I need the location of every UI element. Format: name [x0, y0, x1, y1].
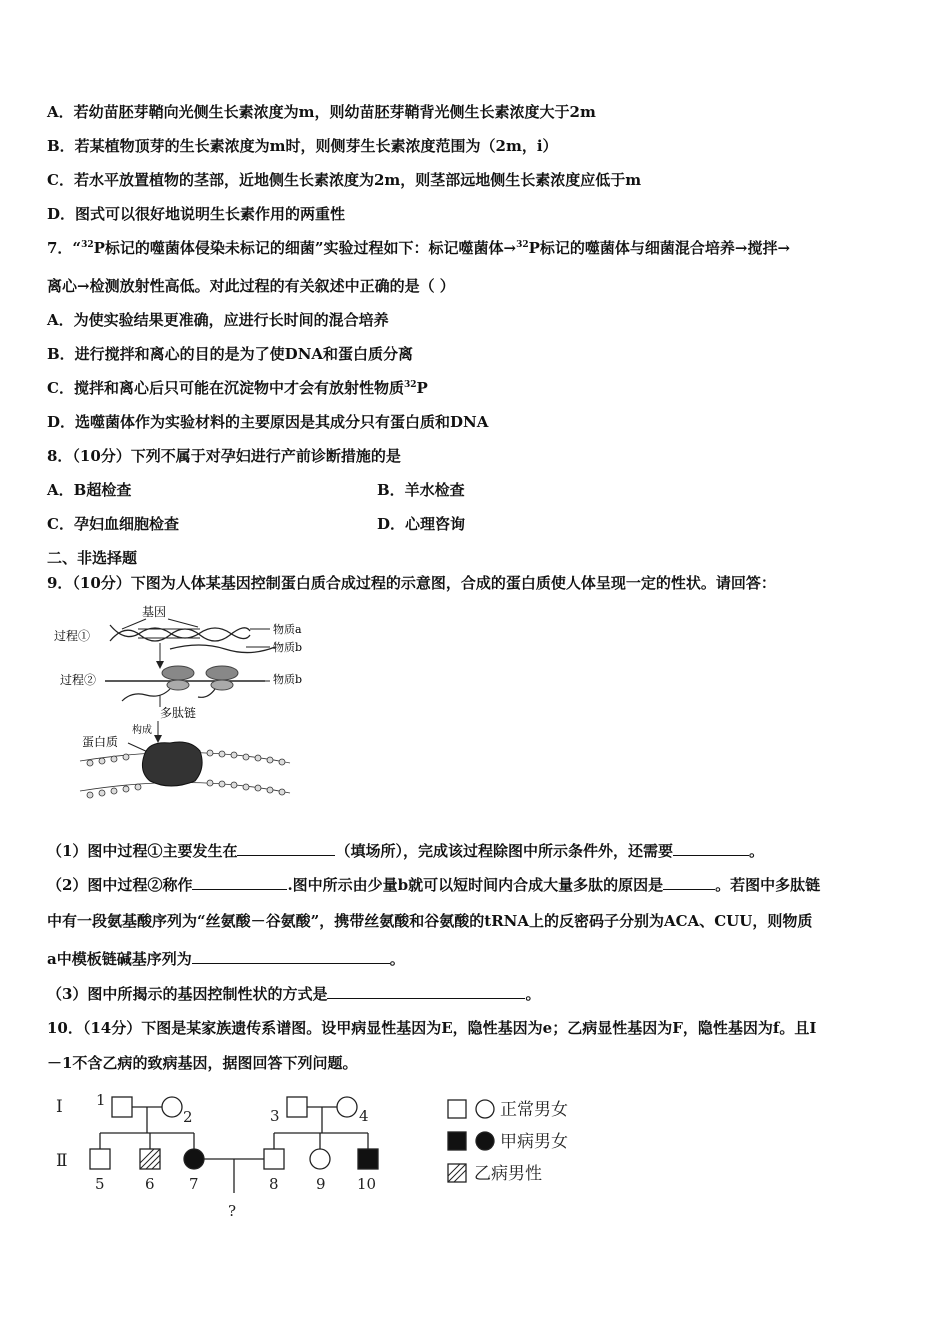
individual-label: 7 — [189, 1175, 199, 1193]
q9-part3 — [47, 984, 540, 1004]
q7-option-d: D．选噬菌体作为实验材料的主要原因是其成分只有蛋白质和DNA — [47, 413, 489, 431]
q9-part2 — [47, 875, 820, 895]
fig-constitutes-label: 构成 — [132, 725, 152, 736]
q9-part2-c: 。若图中多肽链 — [715, 876, 821, 894]
q6-option-c: C．若水平放置植物的茎部，近地侧生长素浓度为2m，则茎部远地侧生长素浓度应低于m — [47, 171, 642, 189]
individual-8-male — [264, 1149, 284, 1169]
answer-blank[interactable] — [673, 841, 749, 856]
q7-option-b: B．进行搅拌和离心的目的是为了使DNA和蛋白质分离 — [47, 345, 414, 363]
q9-part1-b: （填场所），完成该过程除图中所示条件外，还需要 — [335, 842, 673, 860]
q9-part3-b: 。 — [525, 985, 541, 1003]
q8-option-b: B．羊水检查 — [377, 481, 465, 499]
ribosome-1 — [162, 666, 194, 680]
q7-option-a: A．为使实验结果更准确，应进行长时间的混合培养 — [47, 311, 389, 329]
membrane-protein — [142, 742, 202, 786]
answer-blank[interactable] — [192, 875, 287, 890]
q7-stem-post: P标记的噬菌体与细菌混合培养→搅拌→ — [528, 239, 791, 257]
individual-label: 5 — [95, 1175, 105, 1193]
individual-2-female — [162, 1097, 182, 1117]
individual-1-male — [112, 1097, 132, 1117]
q7-stem-pre: 7．“ — [47, 239, 82, 257]
fig-process2-label: 过程② — [60, 673, 97, 687]
mrna-strand — [170, 645, 275, 653]
q9-part2-line3-b: 。 — [389, 950, 405, 968]
individual-3-male — [287, 1097, 307, 1117]
q9-part1 — [47, 841, 764, 861]
individual-7-female-disease-a — [184, 1149, 204, 1169]
individual-label: 10 — [357, 1175, 377, 1193]
q8-option-a: A．B超检查 — [47, 481, 132, 499]
q7-option-c-sup: 32 — [403, 380, 417, 390]
fig-substance-b2-label: 物质b — [273, 673, 303, 686]
q9-part2-line3-a: a中模板链碱基序列为 — [47, 950, 192, 968]
individual-5-male — [90, 1149, 110, 1169]
q9-part3-a: （3）图中所揭示的基因控制性状的方式是 — [47, 985, 328, 1003]
q6-option-d: D．图式可以很好地说明生长素作用的两重性 — [47, 205, 346, 223]
fig-protein-label: 蛋白质 — [82, 735, 119, 749]
individual-9-female — [310, 1149, 330, 1169]
legend-disease-a-label: 甲病男女 — [500, 1132, 568, 1152]
q8-option-c: C．孕妇血细胞检查 — [47, 515, 179, 533]
q6-option-a: A．若幼苗胚芽鞘向光侧生长素浓度为m，则幼苗胚芽鞘背光侧生长素浓度大于2m — [47, 103, 596, 121]
individual-label: 9 — [316, 1175, 326, 1193]
fig-polypeptide-label: 多肽链 — [160, 706, 197, 720]
fig-process1-label: 过程① — [54, 629, 91, 643]
ribosome-2 — [206, 666, 238, 680]
dna-strand-2 — [110, 628, 250, 641]
q7-stem-sup: 32 — [81, 240, 94, 250]
answer-blank[interactable] — [237, 841, 335, 856]
q9-part2-a: （2）图中过程②称作 — [47, 876, 193, 894]
legend-normal-label: 正常男女 — [500, 1100, 568, 1120]
section-heading: 二、非选择题 — [47, 549, 138, 567]
q7-option-c-post: P — [416, 379, 428, 397]
q6-option-b: B．若某植物顶芽的生长素浓度为m时，则侧芽生长素浓度范围为（2m，i） — [47, 137, 558, 155]
individual-label: 4 — [359, 1107, 369, 1125]
fig-substance-a-label: 物质a — [273, 623, 302, 636]
individual-4-female — [337, 1097, 357, 1117]
individual-label: 8 — [269, 1175, 279, 1193]
individual-label: 2 — [183, 1108, 193, 1126]
q9-part2-line2: 中有一段氨基酸序列为“丝氨酸－谷氨酸”，携带丝氨酸和谷氨酸的tRNA上的反密码子分别为ACA、CUU，则物质 — [47, 912, 813, 930]
q9-part1-a: （1）图中过程①主要发生在 — [47, 842, 238, 860]
answer-blank[interactable] — [663, 875, 715, 890]
q10-stem-line2: －1不含乙病的致病基因，据图回答下列问题。 — [47, 1054, 358, 1072]
unknown-offspring-label: ? — [228, 1202, 237, 1220]
q7-option-c-text: C．搅拌和离心后只可能在沉淀物中才会有放射性物质 — [47, 379, 404, 397]
q7-option-c — [47, 378, 428, 398]
q10-stem-line1: 10．（14分）下图是某家族遗传系谱图。设甲病显性基因为E，隐性基因为e；乙病显性基因为F，隐性基因为f。且Ⅰ — [47, 1019, 817, 1037]
answer-blank[interactable] — [327, 984, 525, 999]
q9-part2-line3 — [47, 949, 405, 969]
q7-stem-line1 — [47, 238, 790, 258]
generation-2-label: Ⅱ — [56, 1151, 68, 1171]
q8-option-d: D．心理咨询 — [377, 515, 466, 533]
q8-stem: 8．（10分）下列不属于对孕妇进行产前诊断措施的是 — [47, 447, 401, 465]
q9-part1-c: 。 — [748, 842, 764, 860]
individual-label: 3 — [270, 1107, 280, 1125]
legend-disease-b-label: 乙病男性 — [474, 1164, 542, 1184]
generation-1-label: Ⅰ — [56, 1097, 63, 1117]
fig-substance-b1-label: 物质b — [273, 641, 303, 654]
pedigree-chart — [52, 1088, 592, 1228]
q7-stem-sup2: 32 — [516, 240, 529, 250]
q7-stem-mid: P标记的噬菌体侵染未标记的细菌”实验过程如下：标记噬菌体→ — [93, 239, 517, 257]
q7-stem-line2: 离心→检测放射性高低。对此过程的有关叙述中正确的是（ ） — [47, 277, 455, 295]
gene-expression-figure — [50, 603, 340, 808]
individual-label: 1 — [96, 1091, 106, 1109]
individual-label: 6 — [145, 1175, 155, 1193]
q9-part2-b: .图中所示由少量b就可以短时间内合成大量多肽的原因是 — [287, 876, 664, 894]
individual-10-male-disease-a — [358, 1149, 378, 1169]
q9-stem: 9．（10分）下图为人体某基因控制蛋白质合成过程的示意图，合成的蛋白质使人体呈现一定的性状。请回答： — [47, 574, 776, 592]
fig-gene-label: 基因 — [142, 605, 167, 619]
answer-blank[interactable] — [192, 949, 390, 964]
